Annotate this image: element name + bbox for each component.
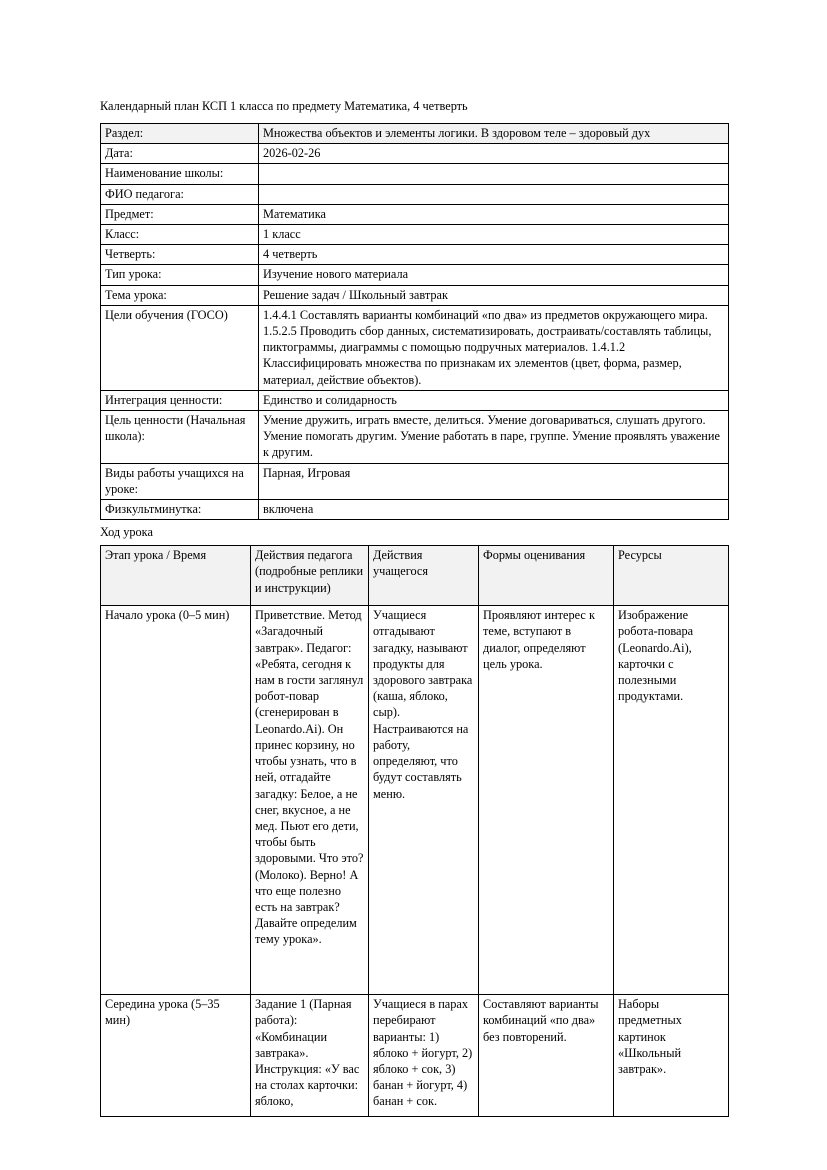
cell-stage: Начало урока (0–5 мин) [101, 606, 251, 995]
lesson-flow-head [101, 546, 729, 606]
table-row [101, 606, 729, 995]
lesson-flow-heading: Ход урока [100, 525, 153, 540]
info-label: ФИО педагога: [101, 184, 259, 204]
info-label: Дата: [101, 144, 259, 164]
info-label: Тип урока: [101, 265, 259, 285]
info-label: Раздел: [101, 124, 259, 144]
table-row [101, 124, 729, 144]
table-header-row [101, 546, 729, 606]
table-row [101, 164, 729, 184]
info-value: 4 четверть [259, 245, 729, 265]
info-label: Виды работы учащихся на уроке: [101, 463, 259, 499]
page-title: Календарный план КСП 1 класса по предмету Математика, 4 четверть [100, 99, 468, 113]
cell-student-actions: Учащиеся в парах перебирают варианты: 1) яблоко + йогурт, 2) яблоко + сок, 3) банан + йогурт, 4) банан + сок. [369, 995, 479, 1117]
page-content [100, 98, 728, 1117]
info-value: Множества объектов и элементы логики. В здоровом теле – здоровый дух [259, 124, 729, 144]
cell-assessment: Проявляют интерес к теме, вступают в диалог, определяют цель урока. [479, 606, 614, 995]
table-row [101, 463, 729, 499]
table-row [101, 500, 729, 520]
table-row [101, 144, 729, 164]
info-value: 1 класс [259, 225, 729, 245]
info-label: Предмет: [101, 204, 259, 224]
info-label: Класс: [101, 225, 259, 245]
lesson-flow-body [101, 606, 729, 1117]
column-header-teacher-actions: Действия педагога (подробные реплики и инструкции) [251, 546, 369, 606]
lesson-flow-table [100, 545, 729, 1117]
info-value: Парная, Игровая [259, 463, 729, 499]
info-value: Единство и солидарность [259, 390, 729, 410]
info-value: Решение задач / Школьный завтрак [259, 285, 729, 305]
info-value: 2026-02-26 [259, 144, 729, 164]
cell-teacher-actions: Приветствие. Метод «Загадочный завтрак». Педагог: «Ребята, сегодня к нам в гости заглянул робот-повар (сгенерирован в Leonardo.Ai). Он принес корзину, но чтобы узнать, что в ней, отгадайте загадку: Белое, а не снег, вкусное, а не мед. Пьют его дети, чтобы быть здоровыми. Что это? (Молоко). Верно! А что еще полезно есть на завтрак? Давайте определим тему урока». [251, 606, 369, 995]
lesson-info-body [101, 124, 729, 520]
info-value: Изучение нового материала [259, 265, 729, 285]
column-header-stage: Этап урока / Время [101, 546, 251, 606]
table-row [101, 285, 729, 305]
table-row [101, 184, 729, 204]
info-label: Интеграция ценности: [101, 390, 259, 410]
cell-assessment: Составляют варианты комбинаций «по два» без повторений. [479, 995, 614, 1117]
info-label: Тема урока: [101, 285, 259, 305]
cell-stage: Середина урока (5–35 мин) [101, 995, 251, 1117]
table-row [101, 995, 729, 1117]
cell-resources: Наборы предметных картинок «Школьный завтрак». [614, 995, 729, 1117]
info-value [259, 184, 729, 204]
info-label: Четверть: [101, 245, 259, 265]
table-row [101, 390, 729, 410]
info-value [259, 164, 729, 184]
table-row [101, 204, 729, 224]
cell-teacher-actions: Задание 1 (Парная работа): «Комбинации завтрака». Инструкция: «У вас на столах карточки: яблоко, [251, 995, 369, 1117]
lesson-info-table [100, 123, 729, 520]
cell-resources: Изображение робота-повара (Leonardo.Ai), карточки с полезными продуктами. [614, 606, 729, 995]
info-label: Цели обучения (ГОСО) [101, 305, 259, 390]
info-label: Цель ценности (Начальная школа): [101, 411, 259, 464]
info-value: включена [259, 500, 729, 520]
table-row [101, 245, 729, 265]
info-value: 1.4.4.1 Составлять варианты комбинаций «по два» из предметов окружающего мира. 1.5.2.5 Проводить сбор данных, систематизировать, достраивать/составлять таблицы, пиктограммы, диаграммы с помощью подручных материалов. 1.4.1.2 Классифицировать множества по признакам их элементов (цвет, форма, размер, материал, действие объектов). [259, 305, 729, 390]
column-header-resources: Ресурсы [614, 546, 729, 606]
table-row [101, 411, 729, 464]
info-label: Наименование школы: [101, 164, 259, 184]
table-row [101, 305, 729, 390]
table-row [101, 225, 729, 245]
table-row [101, 265, 729, 285]
column-header-assessment: Формы оценивания [479, 546, 614, 606]
info-value: Математика [259, 204, 729, 224]
column-header-student-actions: Действия учащегося [369, 546, 479, 606]
cell-student-actions: Учащиеся отгадывают загадку, называют продукты для здорового завтрака (каша, яблоко, сыр). Настраиваются на работу, определяют, что будут составлять меню. [369, 606, 479, 995]
info-value: Умение дружить, играть вместе, делиться. Умение договариваться, слушать другого. Умение помогать другим. Умение работать в паре, группе. Умение проявлять уважение к другим. [259, 411, 729, 464]
info-label: Физкультминутка: [101, 500, 259, 520]
